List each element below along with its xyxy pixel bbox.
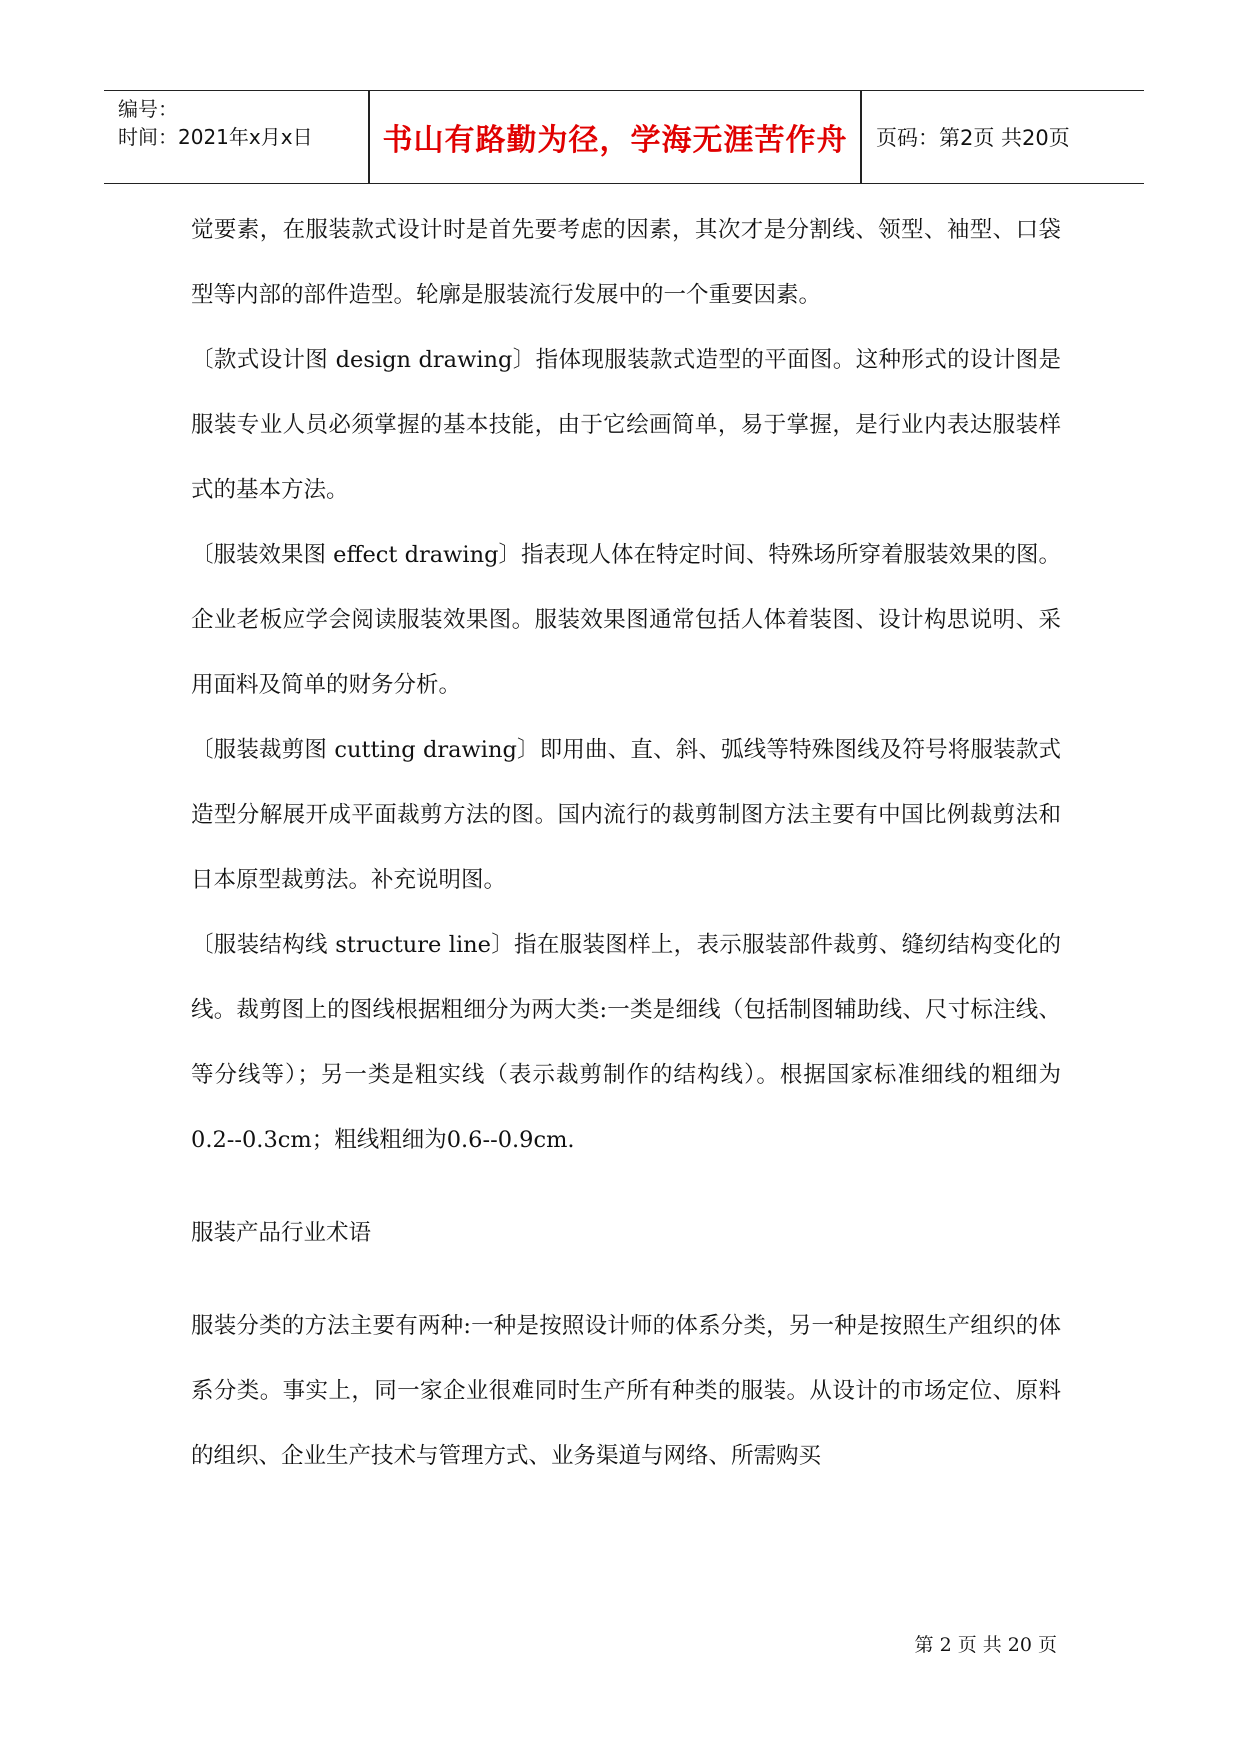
term-paragraph-effect-drawing: 〔服装效果图 effect drawing〕指表现人体在特定时间、特殊场所穿着服装效果的图。企业老板应学会阅读服装效果图。服装效果图通常包括人体着装图、设计构思说明、采用面料及简单的财务分析。 bbox=[191, 542, 1061, 698]
term-paragraph-structure-line: 〔服装结构线 structure line〕指在服装图样上，表示服装部件裁剪、缝纫结构变化的线。裁剪图上的图线根据粗细分为两大类:一类是细线（包括制图辅助线、尺寸标注线、等分线等）；另一类是粗实线（表示裁剪制作的结构线）。根据国家标准细线的粗细为0.2--0.3cm；粗线粗细为0.6--0.9cm. bbox=[191, 932, 1061, 1153]
body-paragraph: 服装分类的方法主要有两种:一种是按照设计师的体系分类，另一种是按照生产组织的体系分类。事实上，同一家企业很难同时生产所有种类的服装。从设计的市场定位、原料的组织、企业生产技术与管理方式、业务渠道与网络、所需购买 bbox=[191, 1313, 1061, 1469]
page-header bbox=[104, 90, 1144, 184]
page-footer: 第 2 页 共 20 页 bbox=[914, 1634, 1057, 1656]
header-motto: 书山有路勤为径，学海无涯苦作舟 bbox=[382, 123, 848, 158]
document-body bbox=[191, 198, 1061, 1489]
term-paragraph-cutting-drawing: 〔服装裁剪图 cutting drawing〕即用曲、直、斜、弧线等特殊图线及符号将服装款式造型分解展开成平面裁剪方法的图。国内流行的裁剪制图方法主要有中国比例裁剪法和日本原型裁剪法。补充说明图。 bbox=[191, 737, 1061, 893]
document-number-label: 编号： bbox=[118, 97, 178, 121]
document-time-label: 时间：2021年x月x日 bbox=[118, 125, 313, 149]
term-paragraph-design-drawing: 〔款式设计图 design drawing〕指体现服装款式造型的平面图。这种形式的设计图是服装专业人员必须掌握的基本技能，由于它绘画简单，易于掌握，是行业内表达服装样式的基本方法。 bbox=[191, 347, 1061, 503]
header-page-number: 页码：第2页 共20页 bbox=[876, 126, 1070, 150]
header-meta bbox=[118, 95, 313, 151]
section-heading: 服装产品行业术语 bbox=[191, 1220, 372, 1246]
body-paragraph: 觉要素，在服装款式设计时是首先要考虑的因素，其次才是分割线、领型、袖型、口袋型等内部的部件造型。轮廓是服装流行发展中的一个重要因素。 bbox=[191, 217, 1061, 308]
